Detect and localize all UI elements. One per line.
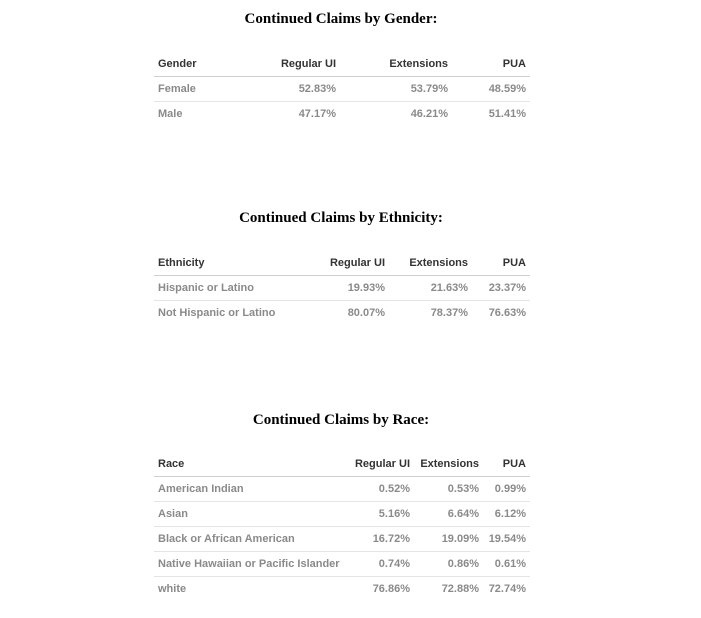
column-header: Extensions [414,452,483,477]
column-header: PUA [452,52,530,77]
table-cell: 23.37% [472,276,530,301]
ethnicity-table [154,251,530,325]
table-row [154,301,530,326]
gender-table [154,52,530,126]
table-cell: 0.99% [483,477,530,502]
race-table [154,452,530,601]
table-cell: 76.63% [488,307,526,319]
column-header: PUA [472,251,530,276]
column-header: Extensions [389,251,472,276]
table-row [154,527,530,552]
table-cell: 6.64% [414,502,483,527]
table-cell: 51.41% [488,108,526,120]
table-cell: 52.83% [270,77,340,102]
table-cell: 19.54% [483,527,530,552]
table-header-row [154,52,530,77]
table-cell: 21.63% [389,276,472,301]
table-cell: 0.52% [350,477,414,502]
table-row [154,552,530,577]
table-cell: Native Hawaiian or Pacific Islander [154,552,350,577]
table-cell: 6.12% [483,502,530,527]
table-cell: Female [154,77,270,102]
table-cell: 47.17% [298,108,336,120]
table-header-row [154,251,530,276]
table-row [154,502,530,527]
ethnicity-title: Continued Claims by Ethnicity: [239,210,443,226]
table-cell: 5.16% [350,502,414,527]
table-cell: 53.79% [340,77,452,102]
column-header: PUA [483,452,530,477]
table-row [154,577,530,602]
table-cell: 19.93% [322,276,389,301]
table-cell: 48.59% [452,77,530,102]
gender-title: Continued Claims by Gender: [244,11,438,27]
column-header: Ethnicity [154,251,322,276]
column-header: Regular UI [350,452,414,477]
table-cell: American Indian [154,477,350,502]
table-row [154,477,530,502]
column-header: Extensions [340,52,452,77]
table-row [154,77,530,102]
table-cell: 16.72% [350,527,414,552]
table-header-row [154,452,530,477]
table-cell: 76.86% [372,583,410,595]
table-row [154,276,530,301]
table-cell: 19.09% [414,527,483,552]
race-title: Continued Claims by Race: [252,412,430,428]
table-cell: 78.37% [430,307,468,319]
table-cell: 72.74% [488,583,526,595]
table-cell: 80.07% [347,307,385,319]
table-cell: 0.61% [483,552,530,577]
table-row [154,102,530,127]
table-cell: 0.53% [414,477,483,502]
table-cell: 72.88% [441,583,479,595]
table-cell: Asian [154,502,350,527]
column-header: Race [154,452,350,477]
table-cell: 46.21% [410,108,448,120]
table-cell: white [158,583,187,595]
column-header: Regular UI [322,251,389,276]
table-cell: 0.74% [350,552,414,577]
table-cell: Not Hispanic or Latino [158,307,276,319]
table-cell: Hispanic or Latino [154,276,322,301]
table-cell: 0.86% [414,552,483,577]
column-header: Regular UI [270,52,340,77]
table-cell: Male [158,108,183,120]
table-cell: Black or African American [154,527,350,552]
column-header: Gender [154,52,270,77]
